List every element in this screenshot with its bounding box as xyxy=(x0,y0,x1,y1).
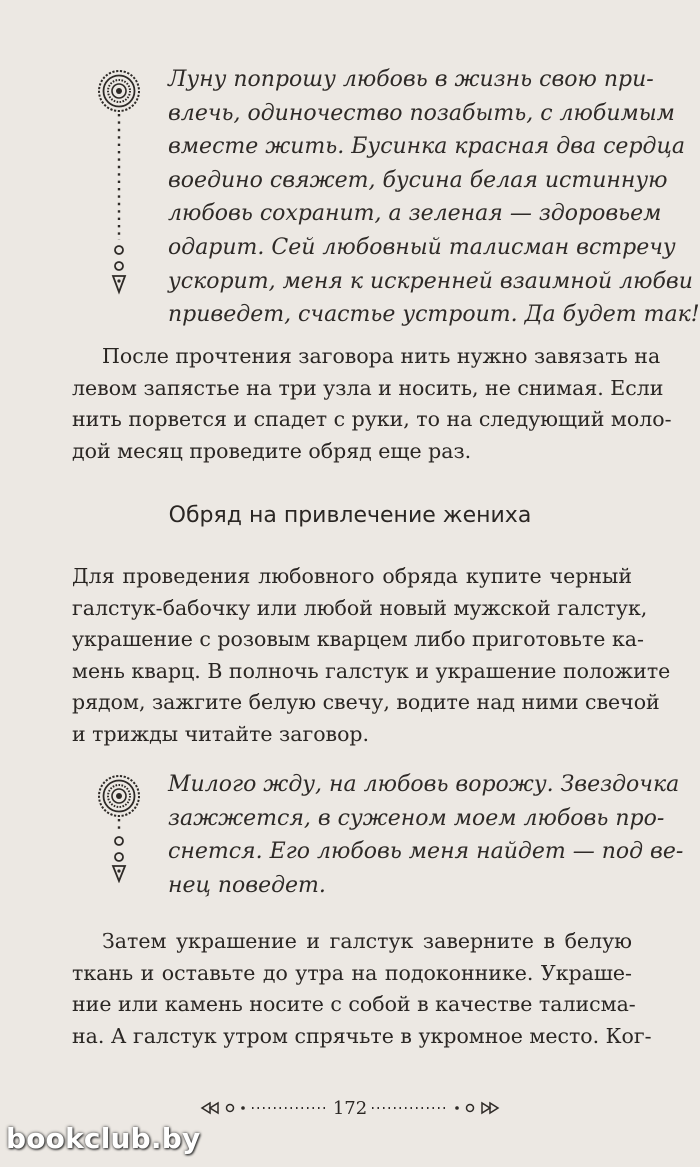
charm-line: Луну попрошу любовь в жизнь свою при- xyxy=(168,67,654,92)
charm-line: приведет, счастье устроит. Да будет так! xyxy=(168,302,700,328)
charm-line: нец поведет. xyxy=(168,872,326,898)
paragraph-line: нить порвется и спадет с руки, то на следующий моло- xyxy=(72,407,672,431)
paragraph-line: и трижды читайте заговор. xyxy=(72,721,370,746)
charm-line: снется. Его любовь меня найдет — под ве- xyxy=(168,839,684,865)
paragraph-line: дой месяц проведите обряд еще раз. xyxy=(72,438,472,463)
paragraph-line: Для проведения любовного обряда купите черный xyxy=(72,564,632,588)
paragraph-line: на. А галстук утром спрячьте в укромное место. Ког- xyxy=(72,1023,652,1048)
paragraph-line: рядом, зажгите белую свечу, водите над ними свечой xyxy=(72,690,660,714)
paragraph-line: галстук-бабочку или любой новый мужской галстук, xyxy=(72,595,648,620)
mandala-ornament-icon xyxy=(94,68,144,304)
charm-line: ускорит, меня к искренней взаимной любви xyxy=(168,268,693,294)
charm-line: воедино свяжет, бусина белая истинную xyxy=(168,167,668,193)
page-number: 172 xyxy=(332,1098,368,1119)
paragraph-line: мень кварц. В полночь галстук и украшение положите xyxy=(72,658,671,683)
paragraph-3 xyxy=(72,926,652,1052)
charm-text-1 xyxy=(168,63,700,332)
paragraph-line: ние или камень носите с собой в качестве талисма- xyxy=(72,992,636,1016)
charm-line: Милого жду, на любовь ворожу. Звездочка xyxy=(168,772,680,797)
charm-line: любовь сохранит, а зеленая — здоровьем xyxy=(168,201,662,227)
paragraph-line: левом запястье на три узла и носить, не снимая. Если xyxy=(72,375,664,400)
paragraph-line: Затем украшение и галстук заверните в белую xyxy=(102,929,632,953)
paragraph-2 xyxy=(72,561,671,750)
charm-line: влечь, одиночество позабыть, с любимым xyxy=(168,100,675,126)
paragraph-line: После прочтения заговора нить нужно завязать на xyxy=(102,344,661,368)
paragraph-line: ткань и оставьте до утра на подоконнике. Украше- xyxy=(72,960,632,985)
charm-line: одарит. Сей любовный талисман встречу xyxy=(168,234,676,260)
section-heading: Обряд на привлечение жениха xyxy=(168,503,532,528)
watermark-text: bookclub.by xyxy=(6,1122,201,1155)
charm-line: зажжется, в суженом моем любовь про- xyxy=(168,805,665,831)
paragraph-1 xyxy=(72,341,672,467)
charm-line: вместе жить. Бусинка красная два сердца xyxy=(168,134,685,160)
mandala-ornament-icon xyxy=(94,773,144,883)
paragraph-line: украшение с розовым кварцем либо приготовьте ка- xyxy=(72,627,644,651)
charm-text-2 xyxy=(168,768,683,902)
